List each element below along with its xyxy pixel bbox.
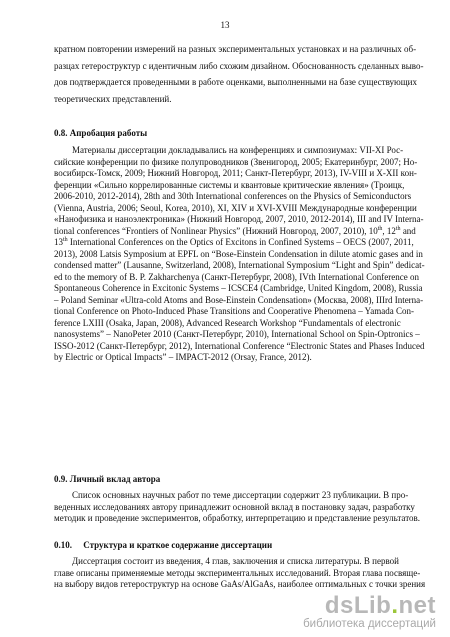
logo-tld: net [398,592,436,619]
watermark [303,594,436,631]
text-line: Spontaneous Coherence in Excitonic Systems – ICSCE4 (Cambridge, United Kingdom, 2008), Russia [54,283,423,293]
text-line: ference LXIII (Osaka, Japan, 2008), Advanced Research Workshop “Fundamentals of electronic [54,317,401,328]
line-text: International Conferences on the Optics of Excitons in Confined Systems – OECS (2007, 2011, [69,237,414,247]
structure-paragraph [54,556,426,591]
line-text: tional conferences “Frontiers of Nonlinear Physics” (Нижний Новгород, 2007, 2010), 10 [54,225,378,236]
ordinal-suffix: th [63,237,68,243]
ordinal-suffix: th [395,225,401,232]
line-text: 13 [54,237,63,247]
logo-main: dsLib [324,592,392,619]
text-line: на выбору видов гетероструктур на основе GaAs/AlGaAs, наиболее оптимальных с точки зрения [54,579,426,589]
text-line: ed to the memory of B. P. Zakharchenya (Санкт-Петербург, 2008), IVth International Conference on [54,271,419,282]
text-line [54,237,414,249]
text-line: кратном повторении измерений на разных экспериментальных установках и на различных об- [54,44,417,54]
approbation-paragraph [54,145,425,364]
logo-dot: . [391,592,399,619]
text-line: ференции «Сильно коррелированные системы и квантовые критические явления» (Троицк, [54,179,405,190]
text-line: Материалы диссертации докладывались на конференциях и симпозиумах: VII-XI Рос- [72,145,404,155]
text-line: сийские конференции по физике полупроводников (Звенигород, 2005; Екатеринбург, 2007; Но- [54,156,418,167]
text-line: Список основных научных работ по теме диссертации содержит 23 публикации. В про- [72,490,409,500]
text-line: восибирск-Томск, 2009; Нижний Новгород, 2011; Санкт-Петербург, 2013), IV-VIII и X-XII кон- [54,168,417,178]
text-line: 2006-2010, 2012-2014), 28th and 30th International conferences on the Physics of Semiconductors [54,191,412,201]
text-line: – Poland Seminar «Ultra-cold Atoms and Bose-Einstein Condensation» (Москва, 2008), IIIrd Interna- [54,294,424,305]
text-line: главе описаны применяемые методы экспериментальных исследований. Вторая глава посвяще- [54,567,421,578]
text-line: tional Conference on Photo-Induced Phase Transitions and Cooperative Phenomena – Yamada Con- [54,306,414,316]
contribution-paragraph [54,490,421,525]
text-line: (Vienna, Austria, 2006; Seoul, Korea, 2010), XI, XIV и XVI-XVIII Международные конференции [54,202,417,213]
text-line: веденных исследованиях автору принадлежит основной вклад в постановку задач, разработку [54,501,415,512]
text-line: «Нанофизика и наноэлектроника» (Нижний Новгород, 2007, 2010, 2012-2014), III and IV Interna- [54,214,424,224]
watermark-logo [303,594,436,618]
text-line: разцах гетероструктур с идентичным либо схожим дизайном. Обоснованность сделанных выво- [54,60,424,71]
line-text: , 12 [382,225,396,236]
watermark-subtitle: библиотека диссертаций [303,618,436,630]
text-line: теоретических представлений. [54,93,172,104]
ordinal-suffix: th [377,225,383,232]
page-number: 13 [220,20,230,30]
section-heading-approbation: 0.8. Апробация работы [54,128,148,138]
text-line: дов подтверждается проведенными в работе оценками, выполненными на базе существующих [54,77,417,87]
text-line: by Electric or Optical Impacts” – IMPACT-2012 (Orsay, France, 2012). [54,352,312,362]
text-line: nanosystems” – NanoPeter 2010 (Санкт-Петербург, 2010), International School on Spin-Optronics – [54,329,420,339]
text-line: методик и проведение экспериментов, обработку, интерпретацию и представление результатов. [54,513,421,523]
text-line: Диссертация состоит из введения, 4 глав, заключения и списка литературы. В первой [72,556,399,566]
text-line: condensed matter” (Lausanne, Switzerland, 2008), International Symposium “Light and Spin” dedicat- [54,260,425,270]
section-heading-structure: 0.10. Структура и краткое содержание диссертации [54,540,273,550]
text-line: ISSO-2012 (Санкт-Петербург, 2012), International Conference “Electronic States and Phases Induced [54,340,425,351]
text-line: 2013), 2008 Latsis Symposium at EPFL on “Bose-Einstein Condensation in dilute atomic gases and in [54,248,423,259]
section-heading-personal-contribution: 0.9. Личный вклад автора [54,474,161,484]
intro-paragraph [54,44,424,105]
line-text: and [400,225,416,236]
text-line [54,225,416,238]
